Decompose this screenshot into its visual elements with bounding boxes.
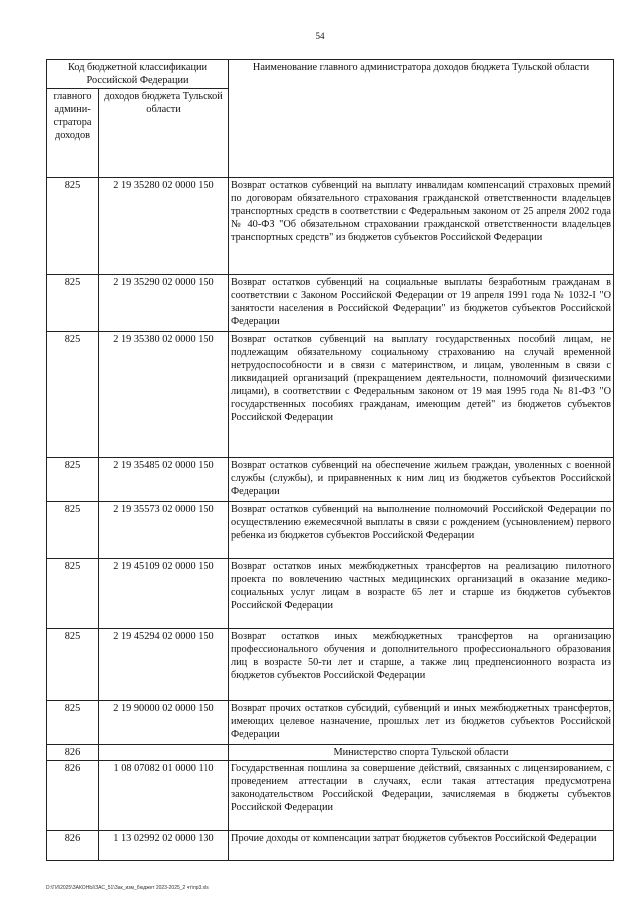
table-row <box>47 458 614 502</box>
table-row <box>47 332 614 458</box>
cell-name: Возврат остатков субвенций на выплату государственных пособий лицам, не подлежащим обязательному социальному страхованию на случай временной нетрудоспособности и в связи с материнством, и лицам, уволенным в связи с ликвидацией организаций (прекращением деятельности, полномочий физическими лицами), в соответствии с Федеральным законом от 19 мая 1995 года № 81-ФЗ "О государственных пособиях гражданам, имеющим детей" из бюджетов субъектов Российской Федерации <box>229 332 614 458</box>
section-code-empty <box>99 745 229 761</box>
table-row <box>47 831 614 861</box>
header-budget-code: Код бюджетной классификации Российской Федерации <box>47 60 229 89</box>
cell-code: 2 19 35290 02 0000 150 <box>99 275 229 332</box>
header-admin-name: Наименование главного администратора доходов бюджета Тульской области <box>229 60 614 178</box>
cell-name: Возврат прочих остатков субсидий, субвенций и иных межбюджетных трансфертов, имеющих целевое назначение, прошлых лет из бюджетов субъектов Российской Федерации <box>229 701 614 745</box>
header-income-code: доходов бюджета Тульской области <box>99 89 229 178</box>
cell-admin: 826 <box>47 761 99 831</box>
table-row <box>47 502 614 559</box>
section-row <box>47 745 614 761</box>
cell-name: Государственная пошлина за совершение действий, связанных с лицензированием, с проведением аттестации в случаях, если такая аттестация предусмотрена законодательством Российской Федерации, зачисляемая в бюджеты субъектов Российской Федерации <box>229 761 614 831</box>
cell-admin: 826 <box>47 831 99 861</box>
table-row <box>47 629 614 701</box>
cell-code: 1 13 02992 02 0000 130 <box>99 831 229 861</box>
budget-classification-table <box>46 59 614 861</box>
cell-code: 1 08 07082 01 0000 110 <box>99 761 229 831</box>
cell-admin: 825 <box>47 458 99 502</box>
cell-code: 2 19 35380 02 0000 150 <box>99 332 229 458</box>
cell-admin: 825 <box>47 332 99 458</box>
cell-code: 2 19 35573 02 0000 150 <box>99 502 229 559</box>
table-header-row <box>47 60 614 89</box>
table-row <box>47 701 614 745</box>
cell-name: Возврат остатков иных межбюджетных трансфертов на организацию профессионального обучения и дополнительного профессионального образования лиц в возрасте 50-ти лет и старше, а также лиц предпенсионного возраста из бюджетов субъектов Российской Федерации <box>229 629 614 701</box>
cell-admin: 825 <box>47 701 99 745</box>
cell-code: 2 19 45294 02 0000 150 <box>99 629 229 701</box>
cell-admin: 825 <box>47 178 99 275</box>
header-main-admin: главного админи-стратора доходов <box>47 89 99 178</box>
table-row <box>47 178 614 275</box>
cell-admin: 825 <box>47 275 99 332</box>
cell-name: Прочие доходы от компенсации затрат бюджетов субъектов Российской Федерации <box>229 831 614 861</box>
file-path-footer: D:\ГИ\2025\ЗАКОНЫ\ЗАС_51\Зак_изм_бюджет 2023-2025_2 чт\пр3.xls <box>46 885 209 891</box>
cell-name: Возврат остатков иных межбюджетных трансфертов на реализацию пилотного проекта по вовлечению частных медицинских организаций в оказание медико-социальных услуг лицам в возрасте 65 лет и старше из бюджетов субъектов Российской Федерации <box>229 559 614 629</box>
cell-name: Возврат остатков субвенций на социальные выплаты безработным гражданам в соответствии с Законом Российской Федерации от 19 апреля 1991 года № 1032-I "О занятости населения в Российской Федерации" из бюджетов субъектов Российской Федерации <box>229 275 614 332</box>
cell-code: 2 19 35280 02 0000 150 <box>99 178 229 275</box>
cell-name: Возврат остатков субвенций на выполнение полномочий Российской Федерации по осуществлению ежемесячной выплаты в связи с рождением (усыновлением) первого ребенка из бюджетов субъектов Российской Федерации <box>229 502 614 559</box>
section-admin: 826 <box>47 745 99 761</box>
cell-code: 2 19 90000 02 0000 150 <box>99 701 229 745</box>
table-row <box>47 761 614 831</box>
cell-code: 2 19 35485 02 0000 150 <box>99 458 229 502</box>
section-title: Министерство спорта Тульской области <box>229 745 614 761</box>
cell-code: 2 19 45109 02 0000 150 <box>99 559 229 629</box>
page-number: 54 <box>315 31 325 41</box>
table-row <box>47 275 614 332</box>
table-row <box>47 559 614 629</box>
cell-admin: 825 <box>47 502 99 559</box>
cell-name: Возврат остатков субвенций на обеспечение жильем граждан, уволенных с военной службы (службы), и приравненных к ним лиц из бюджетов субъектов Российской Федерации <box>229 458 614 502</box>
cell-admin: 825 <box>47 629 99 701</box>
cell-name: Возврат остатков субвенций на выплату инвалидам компенсаций страховых премий по договорам обязательного страхования гражданской ответственности владельцев транспортных средств в соответствии с Федеральным законом от 25 апреля 2002 года № 40-ФЗ "Об обязательном страховании гражданской ответственности владельцев транспортных средств" из бюджетов субъектов Российской Федерации <box>229 178 614 275</box>
cell-admin: 825 <box>47 559 99 629</box>
